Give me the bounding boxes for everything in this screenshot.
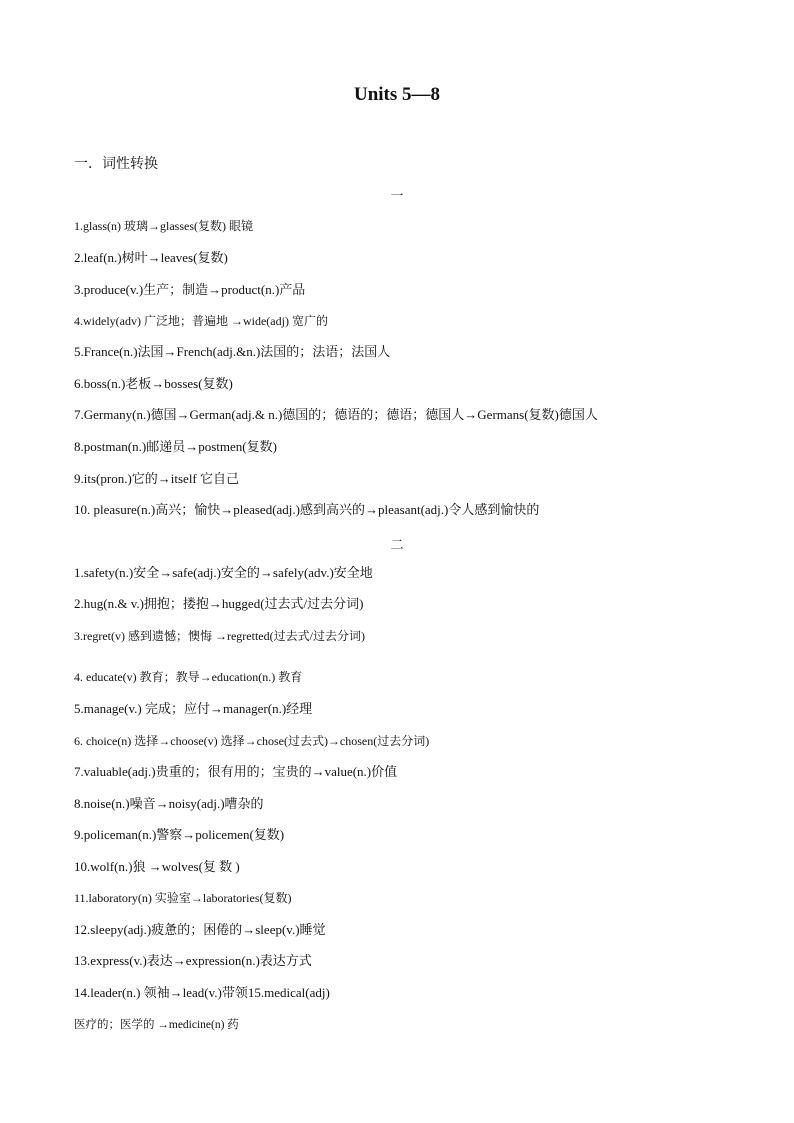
list-item: 6.boss(n.)老板→bosses(复数) [74, 376, 233, 391]
list-item: 2.leaf(n.)树叶→leaves(复数) [74, 250, 228, 265]
page-title: Units 5—8 [353, 84, 441, 105]
group-label-1: 一 [390, 189, 404, 204]
list-item: 3.regret(v) 感到遗憾；懊悔 →regretted(过去式/过去分词) [74, 629, 365, 643]
list-item: 8.noise(n.)噪音→noisy(adj.)嘈杂的 [74, 796, 264, 811]
list-item: 7.valuable(adj.)贵重的；很有用的；宝贵的→value(n.)价值 [74, 764, 398, 779]
list-item: 4.widely(adv) 广泛地；普遍地 →wide(adj) 宽广的 [74, 314, 328, 328]
list-item: 13.express(v.)表达→expression(n.)表达方式 [74, 953, 312, 968]
list-item: 9.its(pron.)它的→itself 它自己 [74, 471, 240, 486]
list-item: 3.produce(v.)生产；制造→product(n.)产品 [74, 282, 306, 297]
list-item: 1.glass(n) 玻璃→glasses(复数) 眼镜 [74, 219, 253, 233]
list-item: 8.postman(n.)邮递员→postmen(复数) [74, 439, 277, 454]
list-item: 1.safety(n.)安全→safe(adj.)安全的→safely(adv.)安全地 [74, 565, 373, 580]
list-item: 7.Germany(n.)德国→German(adj.& n.)德国的；德语的；德语；德国人→Germans(复数)德国人 [74, 407, 598, 422]
list-item: 9.policeman(n.)警察→policemen(复数) [74, 827, 285, 842]
list-item: 12.sleepy(adj.)疲惫的；困倦的→sleep(v.)睡觉 [74, 922, 326, 937]
list-item: 10. pleasure(n.)高兴；愉快→pleased(adj.)感到高兴的→pleasant(adj.)令人感到愉快的 [74, 502, 540, 517]
list-item: 14.leader(n.) 领袖→lead(v.)带领15.medical(adj) [74, 985, 330, 1000]
group-label-2: 二 [390, 538, 404, 553]
list-item: 6. choice(n) 选择→choose(v) 选择→chose(过去式)→chosen(过去分词) [74, 734, 430, 748]
list-item: 4. educate(v) 教育；教导→education(n.) 教育 [74, 670, 303, 684]
list-item: 医疗的；医学的 →medicine(n) 药 [74, 1019, 239, 1031]
list-item: 2.hug(n.& v.)拥抱；搂抱→hugged(过去式/过去分词) [74, 596, 364, 611]
section-heading: 一．词性转换 [74, 156, 158, 172]
list-item: 5.France(n.)法国→French(adj.&n.)法国的；法语；法国人 [74, 344, 391, 359]
list-item: 11.laboratory(n) 实验室→laboratories(复数) [74, 891, 292, 905]
list-item: 5.manage(v.) 完成；应付→manager(n.)经理 [74, 701, 313, 716]
list-item: 10.wolf(n.)狼 →wolves(复 数 ) [74, 859, 240, 874]
